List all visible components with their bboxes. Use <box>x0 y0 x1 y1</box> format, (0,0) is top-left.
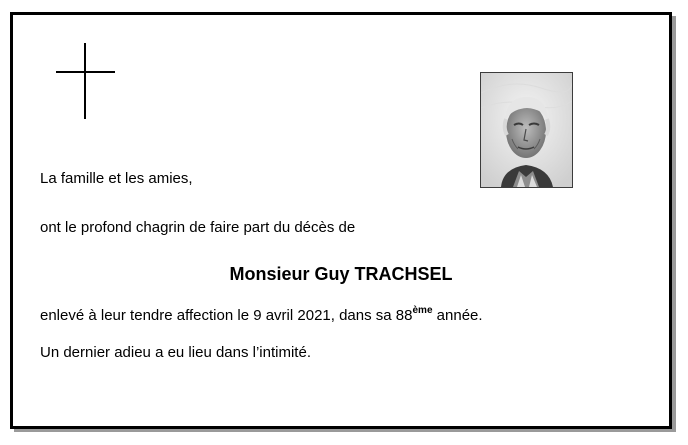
ordinal-suffix: ème <box>412 305 433 316</box>
farewell-note: Un dernier adieu a eu lieu dans l’intimité. <box>40 344 311 361</box>
cross-vertical-bar <box>84 43 86 119</box>
deceased-name: Monsieur Guy TRACHSEL <box>229 264 453 284</box>
family-intro: La famille et les amies, <box>40 170 193 187</box>
obituary-card <box>10 12 672 429</box>
cross-horizontal-bar <box>56 71 115 73</box>
death-details <box>40 307 483 325</box>
death-details-end: année. <box>432 307 483 324</box>
portrait-image <box>481 73 572 187</box>
portrait-photo <box>480 72 573 188</box>
death-details-text: enlevé à leur tendre affection le 9 avril 2021, dans sa 88 <box>40 307 413 324</box>
announcement-text: ont le profond chagrin de faire part du décès de <box>40 219 356 236</box>
